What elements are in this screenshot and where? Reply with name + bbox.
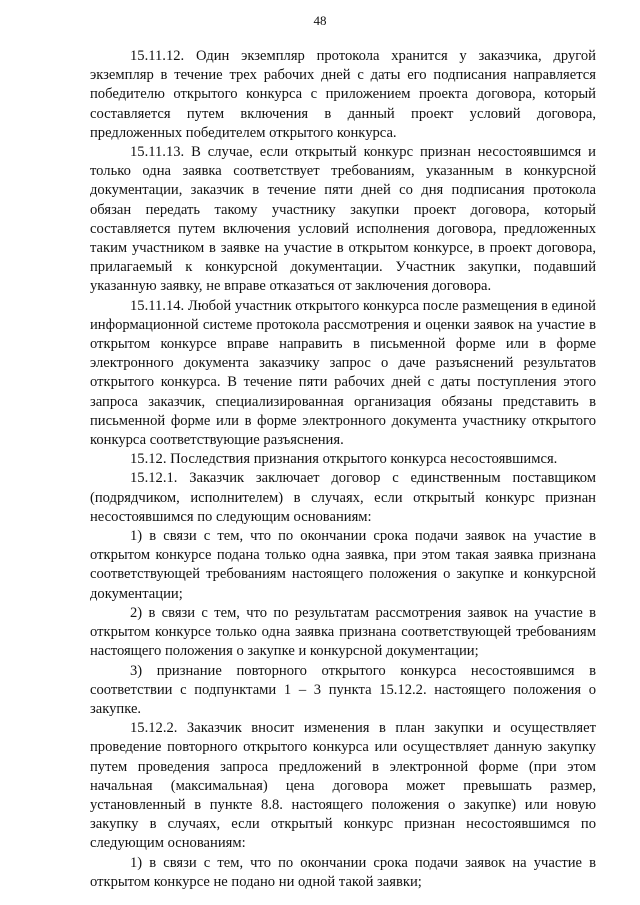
paragraph-15-12-1: 15.12.1. Заказчик заключает договор с единственным поставщиком (подрядчиком, исполнителем) в случаях, если открытый конкурс признан несостоявшимся по следующим основаниям:: [90, 470, 596, 525]
list-item-15-12-1-1: 1) в связи с тем, что по окончании срока подачи заявок на участие в открытом конкурсе подана только одна заявка, при этом такая заявка признана соответствующей требованиям настоящего положения о закупке и конкурсной документации;: [90, 528, 596, 602]
document-body: [90, 47, 596, 892]
section-heading-15-12: 15.12. Последствия признания открытого конкурса несостоявшимся.: [130, 451, 558, 468]
paragraph-15-11-14: 15.11.14. Любой участник открытого конкурса после размещения в единой информационной системе протокола рассмотрения и оценки заявок на участие в открытом конкурсе вправе направить в письменной форме или в форме электронного документа заказчику запрос о даче разъяснений результатов открытого конкурса. В течение пяти рабочих дней с даты поступления этого запроса заказчик, специализированная организация обязаны представить в письменной форме или в форме электронного документа участнику открытого конкурса соответствующие разъяснения.: [90, 297, 596, 449]
paragraph-15-11-13: 15.11.13. В случае, если открытый конкурс признан несостоявшимся и только одна заявка соответствует требованиям, указанным в конкурсной документации, заказчик в течение пяти дней со дня подписания протокола обязан передать такому участнику закупки проект договора, который составляется путем включения условий исполнения договора, предложенных таким участником в заявке на участие в открытом конкурсе, в проект договора, прилагаемый к конкурсной документации. Участник закупки, подавший указанную заявку, не вправе отказаться от заключения договора.: [90, 144, 596, 295]
paragraph-15-11-12: 15.11.12. Один экземпляр протокола хранится у заказчика, другой экземпляр в течение трех рабочих дней с даты его подписания направляется победителю открытого конкурса с приложением проекта договора, который составляется путем включения в данный проект условий договора, предложенных победителем открытого конкурса.: [90, 48, 596, 141]
list-item-15-12-2-1: 1) в связи с тем, что по окончании срока подачи заявок на участие в открытом конкурсе не подано ни одной такой заявки;: [90, 854, 596, 890]
paragraph-15-12-2: 15.12.2. Заказчик вносит изменения в план закупки и осуществляет проведение повторного открытого конкурса или осуществляет данную закупку путем проведения запроса предложений в электронной форме (при этом начальная (максимальная) цена договора может превышать размер, установленный в пункте 8.8. настоящего положения о закупке) или новую закупку в случаях, если открытый конкурс признан несостоявшимся по следующим основаниям:: [90, 720, 596, 852]
page-number: 48: [313, 13, 327, 28]
list-item-15-12-1-3: 3) признание повторного открытого конкурса несостоявшимся в соответствии с подпунктами 1 – 3 пункта 15.12.2. настоящего положения о закупке.: [90, 662, 596, 717]
list-item-15-12-1-2: 2) в связи с тем, что по результатам рассмотрения заявок на участие в открытом конкурсе только одна заявка признана соответствующей требованиям настоящего положения о закупке и конкурсной документации;: [90, 604, 596, 660]
